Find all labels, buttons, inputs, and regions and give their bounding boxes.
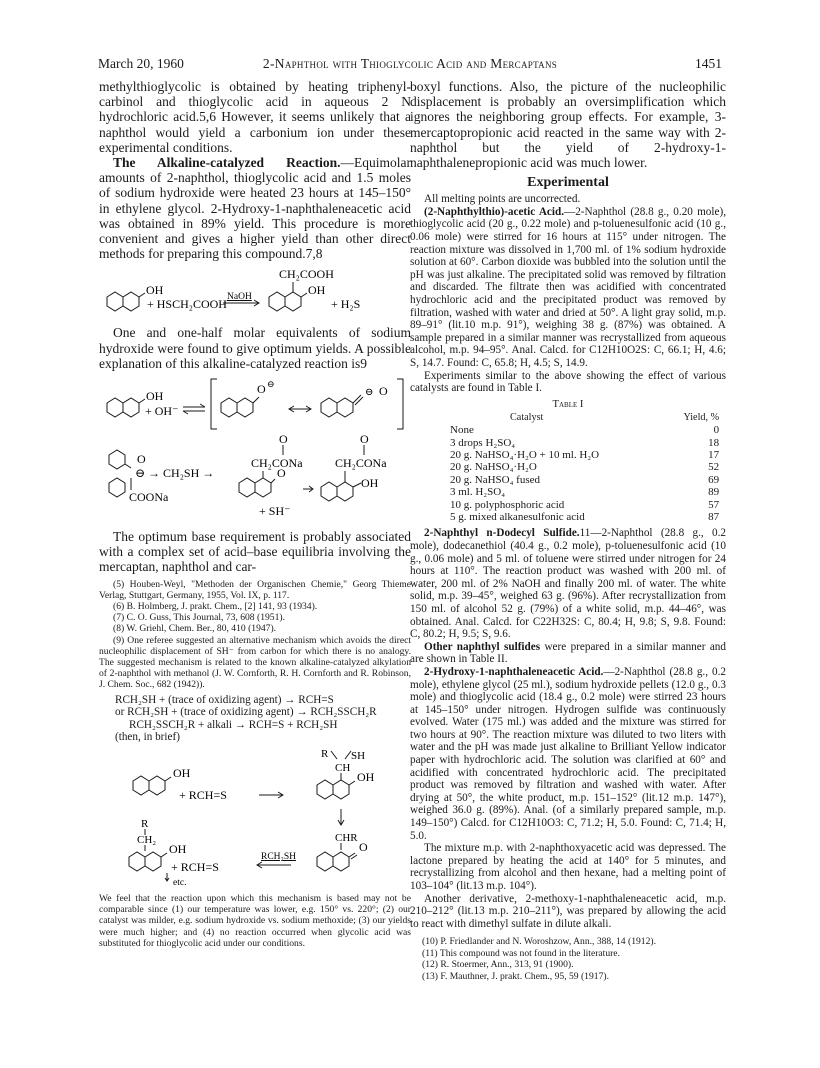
naphthalene-ring xyxy=(107,292,123,311)
table-row xyxy=(450,499,719,511)
scheme-oxygen: O xyxy=(359,840,368,855)
footnote-11: (11) This compound was not found in the literature. xyxy=(422,947,620,959)
right-footnotes xyxy=(410,936,726,982)
right-column xyxy=(410,79,726,982)
bond-line xyxy=(349,781,355,785)
naphthalene-ring xyxy=(123,398,139,417)
mechanism-line: RCH₂SSCH₂R + alkali → RCH=S + RCH₂SH xyxy=(129,718,338,731)
scheme-rch-s-1: + RCH=S xyxy=(179,788,227,803)
bond-line xyxy=(165,777,171,781)
experimental-paragraph-5 xyxy=(410,641,726,666)
naphthalene-ring xyxy=(333,852,349,871)
table-cell-yield: 18 xyxy=(708,436,720,449)
naphthalene-ring xyxy=(285,292,301,311)
table-header-row xyxy=(450,412,719,424)
naphthalene-ring xyxy=(221,398,237,417)
table-cell-yield: 52 xyxy=(708,461,720,474)
eq3-oxygen-4: O xyxy=(360,435,369,447)
bond-line xyxy=(253,397,259,403)
eq1-oh-product: OH xyxy=(308,283,326,298)
table-cell-yield: 87 xyxy=(708,510,720,523)
table-header-catalyst: Catalyst xyxy=(510,411,544,423)
naphthalene-ring xyxy=(255,478,271,497)
bond-line xyxy=(353,483,361,487)
table-row xyxy=(450,511,719,523)
section-title-experimental: Experimental xyxy=(527,175,609,191)
bracket-right xyxy=(397,379,403,429)
experimental-paragraph-7: The mixture m.p. with 2-naphthoxyacetic acid was depressed. The lactone prepared by heating the acid at 140° for 5 minutes, and recrystallizing from alcohol and then hexane, had a melting point of 103–104° (lit.13 m.p. 104°). xyxy=(410,842,726,892)
table-cell-yield: 17 xyxy=(708,448,720,461)
footnote-13: (13) F. Mauthner, J. prakt. Chem., 95, 59 (1917). xyxy=(422,970,609,982)
table-cell-catalyst: 5 g. mixed alkanesulfonic acid xyxy=(450,510,585,523)
scheme-ch: CH xyxy=(335,762,351,775)
eq3-ch2sh: ⊖ → CH₂SH → xyxy=(135,466,215,481)
table-1 xyxy=(450,412,719,524)
eq3-oh: OH xyxy=(361,476,379,491)
experimental-paragraph-4-body: 11—2-Naphthol (28.8 g., 0.2 mole), dodecanethiol (40.4 g., 0.2 mole), p-toluenesulfonic acid (10 g., 0.06 mole) and 5 ml. of toluene were stirred under nitrogen for 24 hours at 110°. The reaction product was washed with 200 ml. of water, 200 ml. of 2% NaOH and finally 200 ml. of water. The white solid, m.p. 39–45°, weighed 63 g. (96%). After recrystallization from 150 ml. of alcohol 52 g. (79%) of a white solid, m.p. 44–46°, was obtained. Anal. Calcd. for C22H32S: C, 80.4; H, 9.8; S, 9.8. Found: C, 80.2; H, 9.5; S, 9.6. xyxy=(410,527,727,641)
eq3-oxygen-1: O xyxy=(137,452,146,467)
table-header-yield: Yield, % xyxy=(683,411,720,423)
naphthalene-ring xyxy=(133,776,149,795)
table-cell-catalyst: 20 g. NaHSO₄·H₂O + 10 ml. H₂O xyxy=(450,448,600,461)
naphthalene-ring xyxy=(149,776,165,795)
table-cell-catalyst: 10 g. polyphosphoric acid xyxy=(450,498,565,511)
bond-line xyxy=(353,395,361,403)
naphthalene-ring xyxy=(239,478,255,497)
table-row xyxy=(450,424,719,436)
scheme-etc: etc. xyxy=(173,878,187,889)
eq1-product: + H₂S xyxy=(331,297,361,312)
bond-line xyxy=(139,293,145,297)
experimental-paragraph-2 xyxy=(410,206,726,370)
naphthalene-ring xyxy=(317,852,333,871)
scheme-oh-1: OH xyxy=(173,766,191,781)
left-paragraph-2 xyxy=(99,155,411,261)
naphthalene-ring xyxy=(109,450,125,469)
heading-naphthyl-dodecyl-sulfide: 2-Naphthyl n-Dodecyl Sulfide. xyxy=(424,527,580,540)
eq2-oxygen-1: O xyxy=(257,382,266,397)
table-cell-catalyst: 3 ml. H₂SO₄ xyxy=(450,486,506,499)
equation-1-diagram xyxy=(99,263,411,323)
naphthalene-ring xyxy=(145,852,161,871)
naphthalene-ring xyxy=(333,780,349,799)
table-1-title: Table I xyxy=(552,398,584,410)
footnote-9: (9) One referee suggested an alternative mechanism which avoids the direct nucleophilic displacement of SH⁻ from carbon for which there is no analogy. The suggested mechanism is related to the known alkaline-catalyzed alkylation of 2-naphthol with methanol (J. W. Cornforth, R. H. Cornforth and R. Robinson, J. Chem. Soc., 682 (1942)). xyxy=(99,634,411,691)
eq3-coona: COONa xyxy=(129,490,169,505)
naphthalene-ring xyxy=(317,780,333,799)
eq3-ch2coona-2: CH₂CONa xyxy=(335,456,387,471)
header-page-number: 1451 xyxy=(695,56,722,71)
experimental-paragraph-8: Another derivative, 2-methoxy-1-naphthaleneacetic acid, m.p. 210–212° (lit.13 m.p. 210–211°), was prepared by allowing the acid to react with dimethyl sulfate in dilute alkali. xyxy=(410,892,726,930)
left-paragraph-2-body: —Equimolar amounts of 2-naphthol, thioglycolic acid and 1.5 moles of sodium hydroxide were heated 23 hours at 145–150° in ethylene glycol. 2-Hydroxy-1-naphthaleneacetic acid was obtained in 89% yield. This procedure is more convenient and gives a higher yield than other direct methods for preparing this compound.7,8 xyxy=(99,155,411,262)
heading-other-naphthyl-sulfides: Other naphthyl sulfides xyxy=(424,640,541,653)
mechanism-line: or RCH₂SH + (trace of oxidizing agent) → RCH₂SSCH₂R xyxy=(115,706,377,719)
eq3-sh: + SH⁻ xyxy=(259,504,291,519)
left-paragraph-3: One and one-half molar equivalents of sodium hydroxide were found to give optimum yields. A possible explanation of this alkaline-catalyzed reaction is9 xyxy=(99,325,411,371)
table-cell-yield: 69 xyxy=(708,473,720,486)
experimental-paragraph-6-body: —2-Naphthol (28.8 g., 0.2 mole), ethylene glycol (25 ml.), sodium hydroxide pellets (12.0 g., 0.3 mole) and thioglycolic acid (18.4 g., 0.2 mole) were stirred 23 hours at 145–150° under nitrogen. Hydrogen sulfide was continuously evolved. Water (175 ml.) was added and the mixture was stirred for two hours at 90°. The reaction mixture was diluted to two liters with water and the pH was made just alkaline to Brilliant Yellow indicator paper with hydrochloric acid. The solution was clarified at 60° and acidified with concentrated hydrochloric acid. The precipitated product was removed by filtration and washed with water. After drying at 50°, the white product, m.p. 151–152° (lit.12 m.p. 147°), weighed 36.0 g. (89%). Anal. (of a similarly prepared sample, m.p. 149–150°) Calcd. for C12H10O3: C, 71.2; H, 5.0. Found: C, 71.4; H, 5.0. xyxy=(410,665,726,842)
experimental-paragraph-2-body: —2-Naphthol (28.8 g., 0.20 mole), thioglycolic acid (20 g., 0.22 mole) and p-toluenesulfonic acid (10 g., 0.06 mole) were stirred for 16 hours at 115° under nitrogen. The reaction mixture was dissolved in 1,700 ml. of 1% sodium hydroxide solution at 60°. Carbon dioxide was bubbled into the solution until the pH was just alkaline. The precipitated solid was removed by filtration and discarded. The filtrate then was acidified with concentrated hydrochloric acid and the precipitated product was removed by filtration, washed with water and dried at 50°. A light gray solid, m.p. 89–91° (lit.10 m.p. 91°), weighing 38 g. (87%) was obtained. A sample prepared in a similar manner was recrystallized from aqueous alcohol, m.p. 94–95°. Anal. Calcd. for C12H10O2S: C, 66.1; H, 4.6; S, 14.7. Found: C, 65.8; H, 4.5; S, 14.9. xyxy=(410,205,726,369)
eq3-ch2coona-1: CH₂CONa xyxy=(251,456,303,471)
bond-line xyxy=(271,479,275,483)
left-paragraph-4: The optimum base requirement is probably associated with a complex set of acid–base equilibria involving the mercaptan, naphthol and car- xyxy=(99,529,411,575)
experimental-paragraph-4 xyxy=(410,527,726,640)
left-footnotes xyxy=(99,579,411,691)
eq3-oxygen-3: O xyxy=(277,466,286,481)
naphthalene-ring xyxy=(321,482,337,501)
table-row xyxy=(450,449,719,461)
table-cell-yield: 89 xyxy=(708,486,720,499)
naphthalene-ring xyxy=(123,292,139,311)
experimental-paragraph-1: All melting points are uncorrected. xyxy=(424,193,581,206)
heading-hydroxy-naphthaleneacetic-acid: 2-Hydroxy-1-naphthaleneacetic Acid. xyxy=(424,665,604,678)
eq1-catalyst: NaOH xyxy=(227,292,252,303)
naphthalene-ring xyxy=(321,398,337,417)
mechanism-line: RCH₂SH + (trace of oxidizing agent) → RCH=S xyxy=(115,693,334,706)
scheme-reagent: RCH₂SH xyxy=(261,852,296,863)
equation-2-diagram xyxy=(99,373,411,433)
naphthalene-ring xyxy=(337,482,353,501)
equation-3-diagram xyxy=(99,435,411,527)
mechanism-note: We feel that the reaction upon which this mechanism is based may not be comparable since (1) our temperature was lower, e.g. 150° vs. 220°; (2) our catalyst was milder, e.g. sodium hydroxide vs. sodium methoxide; (3) our yields were much higher; and (4) no reaction occurred when glycolic acid was substituted for thioglycolic acid under our conditions. xyxy=(99,893,411,949)
scheme-r-2: R xyxy=(141,818,149,831)
table-cell-catalyst: 3 drops H₂SO₄ xyxy=(450,436,516,449)
table-cell-yield: 0 xyxy=(713,424,720,437)
scheme-r-1: R xyxy=(321,748,329,761)
experimental-paragraph-6 xyxy=(410,666,726,842)
scheme-ch2: CH₂ xyxy=(137,834,157,847)
footnote-8: (8) W. Griehl, Chem. Ber., 80, 410 (1947). xyxy=(113,623,277,635)
header-title: 2-Naphthol with Thioglycolic Acid and Mercaptans xyxy=(262,56,558,71)
experimental-paragraph-5-body: were prepared in a similar manner and are shown in Table II. xyxy=(410,640,726,666)
naphthalene-ring xyxy=(107,398,123,417)
naphthalene-ring xyxy=(129,852,145,871)
scheme-chr: CHR xyxy=(335,832,358,845)
eq2-oxygen-2: O xyxy=(379,384,388,399)
table-cell-catalyst: 20 g. NaHSO₄·H₂O xyxy=(450,461,537,474)
header-date: March 20, 1960 xyxy=(98,56,184,71)
bond-line xyxy=(125,464,131,468)
scheme-sh: SH xyxy=(351,750,366,763)
bond-line xyxy=(161,853,167,857)
eq1-reagent: + HSCH₂COOH xyxy=(147,297,227,312)
table-cell-yield: 57 xyxy=(708,498,720,511)
bond-line xyxy=(139,399,145,403)
left-column xyxy=(99,79,411,949)
bond-line xyxy=(355,397,363,405)
bond-line xyxy=(301,293,307,297)
table-row xyxy=(450,461,719,473)
naphthalene-ring xyxy=(269,292,285,311)
naphthalene-ring xyxy=(337,398,353,417)
bond-line xyxy=(331,751,337,759)
scheme-oh-3: OH xyxy=(169,842,187,857)
eq2-charge: ⊖ xyxy=(267,379,275,390)
right-paragraph-1: boxyl functions. Also, the picture of the nucleophilic displacement is probably an oversimplification which ignores the neighboring group effects. For example, 3-mercaptopropionic acid reacted in the same way with 2-naphthol but the yield of 2-hydroxy-1-naphthalenepropionic acid was much lower. xyxy=(410,79,726,171)
eq1-oh-reactant: OH xyxy=(146,283,164,298)
table-row xyxy=(450,437,719,449)
footnote-7: (7) C. O. Guss, This Journal, 73, 608 (1951). xyxy=(113,612,285,624)
table-cell-catalyst: None xyxy=(450,424,474,437)
table-cell-catalyst: 20 g. NaHSO₄ fused xyxy=(450,473,540,486)
eq3-oxygen-2: O xyxy=(279,435,288,447)
bracket-left xyxy=(211,379,217,429)
heading-naphthylthio-acetic-acid: (2-Naphthylthio)-acetic Acid. xyxy=(424,205,565,218)
naphthalene-ring xyxy=(109,478,125,497)
scheme-oh-2: OH xyxy=(357,770,375,785)
scheme-rch-s-2: + RCH=S xyxy=(171,860,219,875)
mechanism-equations xyxy=(99,694,411,744)
table-row xyxy=(450,474,719,486)
experimental-paragraph-3: Experiments similar to the above showing the effect of various catalysts are found in Table I. xyxy=(410,369,726,395)
left-paragraph-1: methylthioglycolic is obtained by heating triphenyl-carbinol and thioglycolic acid in aqueous 2 N hydrochloric acid.5,6 However, it seems unlikely that a naphthol would yield a carbonium ion under these experimental conditions. xyxy=(99,79,411,155)
mechanism-line: (then, in brief) xyxy=(115,731,180,744)
footnote-6: (6) B. Holmberg, J. prakt. Chem., [2] 141, 93 (1934). xyxy=(113,601,318,613)
eq1-ch2cooh: CH₂COOH xyxy=(279,267,334,282)
footnote-10: (10) P. Friedlander and N. Woroshzow, Ann., 388, 14 (1912). xyxy=(422,936,656,948)
eq2-hydroxide: + OH⁻ xyxy=(145,404,179,419)
naphthalene-ring xyxy=(237,398,253,417)
footnote-12: (12) R. Stoermer, Ann., 313, 91 (1900). xyxy=(422,959,574,971)
table-row xyxy=(450,486,719,498)
mechanism-scheme-diagram xyxy=(99,747,411,889)
section-heading-alkaline: The Alkaline-catalyzed Reaction. xyxy=(113,155,341,171)
eq2-charge-2: ⊖ xyxy=(365,387,374,399)
footnote-5: (5) Houben-Weyl, "Methoden der Organischen Chemie," Georg Thieme Verlag, Stuttgart, Germany, 1955, Vol. IX, p. 117. xyxy=(99,578,411,601)
eq2-oh: OH xyxy=(146,389,164,404)
